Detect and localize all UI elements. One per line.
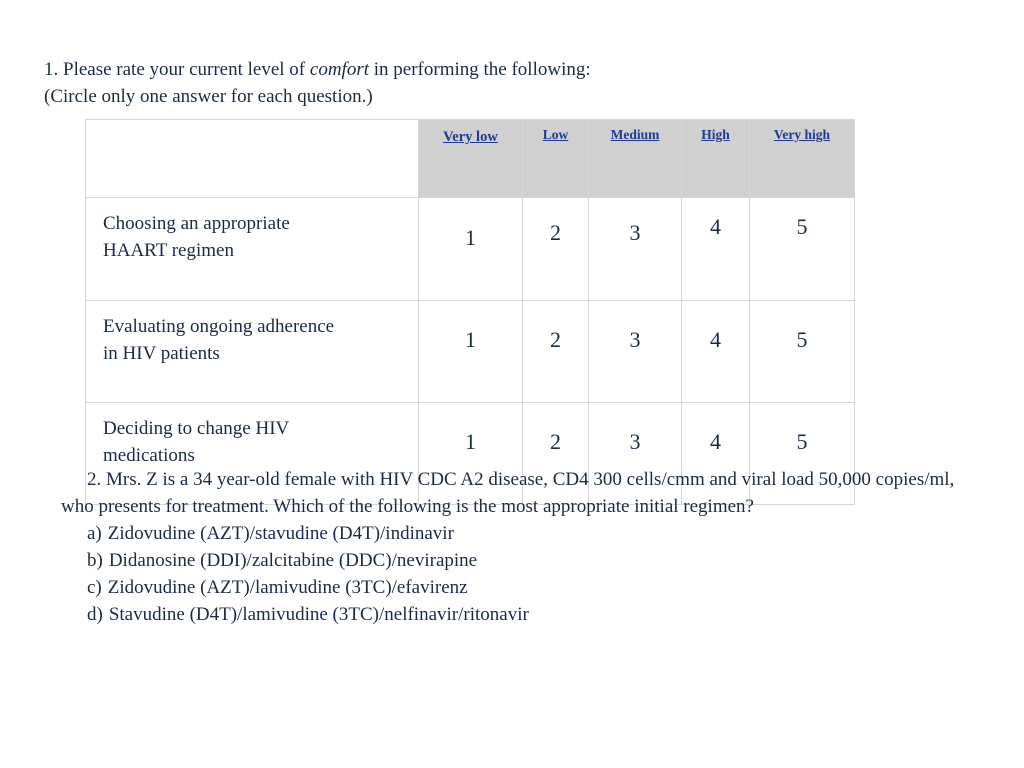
question-1-emphasis: comfort [309,59,369,80]
rating-option-4[interactable]: 4 [682,403,750,505]
rating-option-2[interactable]: 2 [523,403,589,505]
rating-option-1[interactable]: 1 [419,198,523,301]
rating-row-haart-regimen [86,198,855,301]
rating-header-row [86,120,855,198]
header-very-high [750,120,855,198]
question-1-suffix: in performing the following: [369,59,591,80]
question-1-prompt [44,56,591,83]
header-blank-cell [86,120,419,198]
rating-row-adherence [86,301,855,403]
header-low [523,120,589,198]
row-label [86,198,419,301]
question-1-prefix: 1. Please rate your current level of [44,59,310,80]
header-very-low [419,120,523,198]
rating-option-3[interactable]: 3 [589,403,682,505]
comfort-rating-table [85,119,855,505]
answer-text: Stavudine (D4T)/lamivudine (3TC)/nelfinavir/ritonavir [108,604,529,625]
row-label-line-1: Evaluating ongoing adherence [103,316,335,337]
answer-option-b[interactable] [61,547,991,574]
question-2 [61,466,991,628]
question-1-instruction: (Circle only one answer for each question.) [44,86,373,107]
header-medium [589,120,682,198]
row-label [86,301,419,403]
rating-option-2[interactable]: 2 [523,198,589,301]
rating-option-5[interactable]: 5 [750,301,855,403]
row-label-line-2: in HIV patients [103,343,220,364]
high-link[interactable]: High [701,127,730,142]
rating-option-5[interactable]: 5 [750,403,855,505]
medium-link[interactable]: Medium [610,127,660,142]
answer-letter: a) [87,523,102,544]
low-link[interactable]: Low [542,127,569,142]
answer-option-c[interactable] [61,574,991,601]
very-high-link[interactable]: Very high [773,127,831,142]
answer-letter: d) [87,604,103,625]
answer-letter: c) [87,577,102,598]
rating-option-1[interactable]: 1 [419,403,523,505]
row-label-line-2: medications [103,445,195,466]
answer-text: Zidovudine (AZT)/lamivudine (3TC)/efavirenz [107,577,468,598]
rating-option-3[interactable]: 3 [589,198,682,301]
row-label-line-2: HAART regimen [103,240,234,261]
answer-option-a[interactable] [61,520,991,547]
rating-option-3[interactable]: 3 [589,301,682,403]
answer-text: Zidovudine (AZT)/stavudine (D4T)/indinavir [107,523,454,544]
answer-text: Didanosine (DDI)/zalcitabine (DDC)/nevirapine [108,550,478,571]
very-low-link[interactable]: Very low [443,129,498,145]
question-1 [44,56,591,110]
question-2-stem: 2. Mrs. Z is a 34 year-old female with HIV CDC A2 disease, CD4 300 cells/cmm and viral load 50,000 copies/ml, who presents for treatment. Which of the following is the most appropriate initial regimen? [61,469,955,517]
rating-option-5[interactable]: 5 [750,198,855,301]
answer-option-d[interactable] [61,601,991,628]
rating-option-1[interactable]: 1 [419,301,523,403]
row-label-line-1: Deciding to change HIV [103,418,290,439]
rating-option-4[interactable]: 4 [682,198,750,301]
rating-option-4[interactable]: 4 [682,301,750,403]
answer-letter: b) [87,550,103,571]
row-label-line-1: Choosing an appropriate [103,213,290,234]
header-high [682,120,750,198]
rating-option-2[interactable]: 2 [523,301,589,403]
